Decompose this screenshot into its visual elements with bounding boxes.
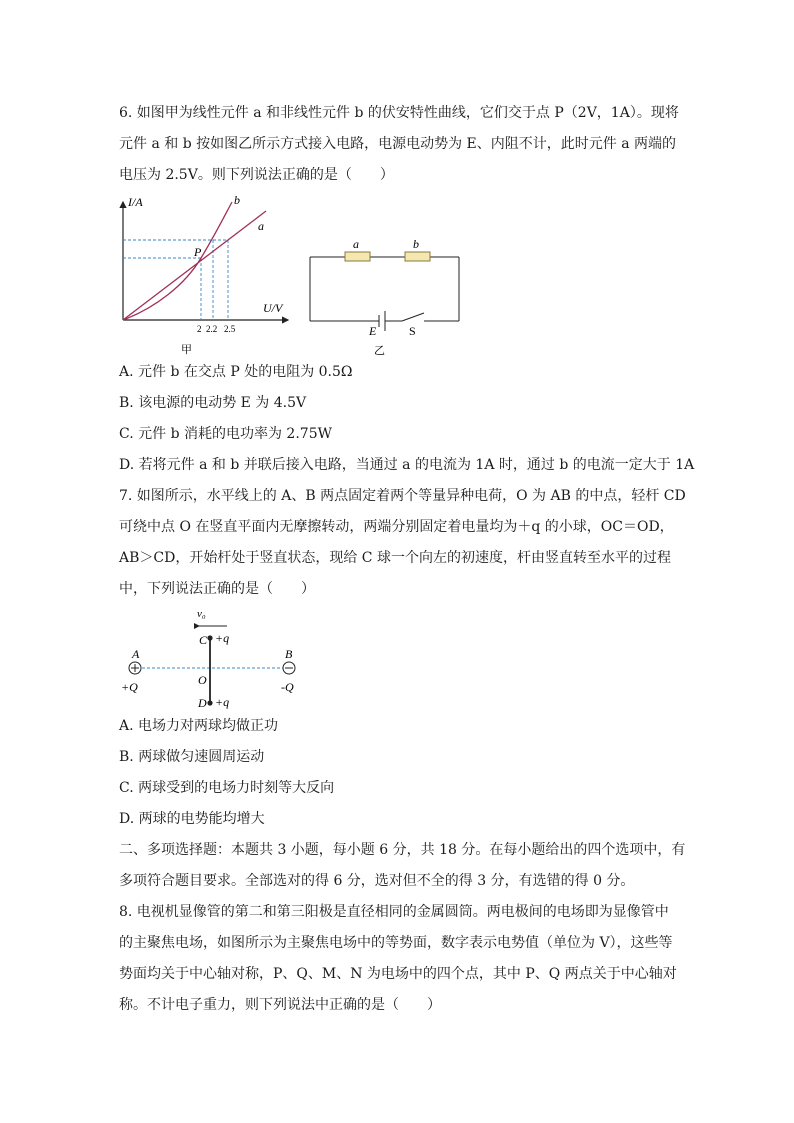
o-label: O	[198, 673, 207, 687]
q6-option-a: A. 元件 b 在交点 P 处的电阻为 0.5Ω	[119, 364, 353, 380]
tick-2: 2	[197, 324, 202, 334]
tick-2-2: 2.2	[206, 324, 218, 334]
battery-label: E	[369, 324, 377, 338]
tick-2-5: 2.5	[224, 324, 236, 334]
curve-b	[123, 202, 232, 320]
q7-option-a: A. 电场力对两球均做正功	[119, 718, 279, 734]
element-a	[345, 252, 370, 261]
ball-c	[207, 635, 212, 640]
iv-graph	[110, 190, 300, 360]
q8-line-3: 势面均关于中心轴对称，P、Q、M、N 为电场中的四个点，其中 P、Q 两点关于中心轴对	[119, 966, 677, 982]
circuit-caption: 乙	[374, 345, 385, 357]
q6-line-2: 元件 a 和 b 按如图乙所示方式接入电路，电源电动势为 E、内阻不计，此时元件 a 两端的	[119, 136, 677, 152]
q7-option-b: B. 两球做匀速圆周运动	[119, 749, 265, 765]
x-axis-label: U/V	[263, 301, 283, 315]
curve-b-label: b	[234, 193, 240, 207]
b-charge-label: -Q	[281, 680, 294, 694]
y-axis-label: I/A	[128, 195, 143, 209]
a-label: A	[132, 647, 140, 661]
d-charge-label: +q	[215, 695, 230, 709]
point-p-label: P	[194, 245, 202, 259]
q7-option-d: D. 两球的电势能均增大	[119, 811, 265, 827]
q7-line-4: 中，下列说法正确的是（ ）	[119, 581, 315, 597]
b-label: B	[285, 647, 293, 661]
curve-a	[123, 211, 266, 320]
q7-line-1: 7. 如图所示，水平线上的 A、B 两点固定着两个等量异种电荷，O 为 AB 的中点，轻杆 CD	[119, 488, 686, 504]
c-charge-label: +q	[215, 631, 230, 645]
curve-a-label: a	[258, 219, 264, 233]
q7-line-3: AB＞CD，开始杆处于竖直状态，现给 C 球一个向左的初速度，杆由竖直转至水平的过程	[119, 550, 671, 566]
q6-line-1: 6. 如图甲为线性元件 a 和非线性元件 b 的伏安特性曲线，它们交于点 P（2V，1A）。现将	[119, 105, 679, 121]
switch-label: S	[409, 324, 416, 338]
element-b	[405, 252, 430, 261]
switch	[402, 313, 424, 321]
q8-line-1: 8. 电视机显像管的第二和第三阳极是直径相同的金属圆筒。两电极间的电场即为显像管中	[119, 904, 669, 920]
q7-line-2: 可绕中点 O 在竖直平面内无摩擦转动，两端分别固定着电量均为＋q 的小球，OC＝OD，	[119, 519, 674, 535]
c-label: C	[199, 633, 208, 647]
charge-rod-figure	[115, 602, 315, 714]
a-charge-label: +Q	[121, 680, 138, 694]
section2-line-2: 多项符合题目要求。全部选对的得 6 分，选对但不全的得 3 分，有选错的得 0 分。	[119, 873, 635, 889]
q8-line-2: 的主聚焦电场，如图所示为主聚焦电场中的等势面，数字表示电势值（单位为 V），这些等	[119, 935, 673, 951]
q6-line-3: 电压为 2.5V。则下列说法正确的是（ ）	[119, 167, 394, 183]
circuit-a-label: a	[353, 237, 359, 251]
d-label: D	[198, 696, 207, 710]
q7-option-c: C. 两球受到的电场力时刻等大反向	[119, 780, 335, 796]
v0-label: v₀	[197, 608, 206, 620]
graph-caption: 甲	[181, 344, 192, 356]
circuit-diagram	[300, 236, 470, 361]
q6-option-c: C. 元件 b 消耗的电功率为 2.75W	[119, 426, 332, 442]
section2-line-1: 二、多项选择题：本题共 3 小题，每小题 6 分，共 18 分。在每小题给出的四个选项中，有	[119, 842, 686, 858]
circuit-b-label: b	[413, 237, 419, 251]
q8-line-4: 称。不计电子重力，则下列说法中正确的是（ ）	[119, 997, 441, 1013]
q6-option-b: B. 该电源的电动势 E 为 4.5V	[119, 395, 307, 411]
q6-option-d: D. 若将元件 a 和 b 并联后接入电路，当通过 a 的电流为 1A 时，通过 b 的电流一定大于 1A	[119, 457, 695, 473]
ball-d	[207, 700, 212, 705]
